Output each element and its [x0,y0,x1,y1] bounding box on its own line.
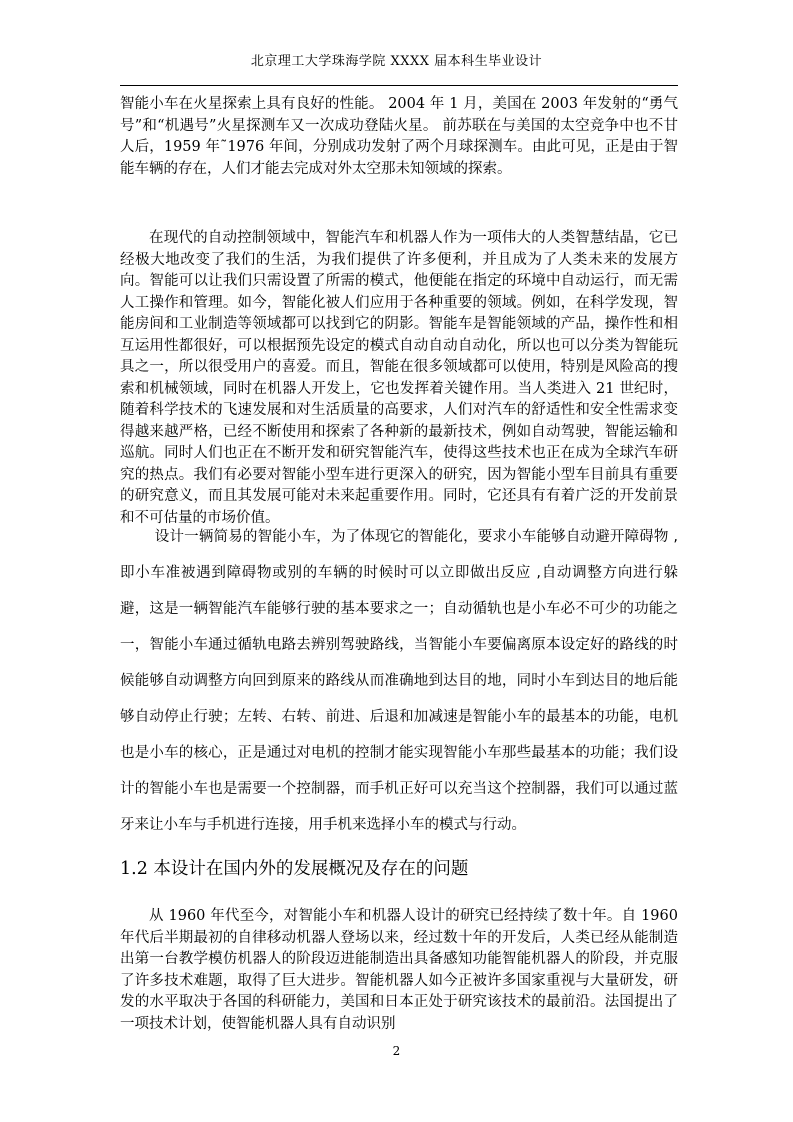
page-header: 北京理工大学珠海学院 XXXX 届本科生毕业设计 [250,54,543,69]
page-number: 2 [392,1044,401,1058]
paragraph-design-requirements-part-1: 设计一辆简易的智能小车，为了体现它的智能化，要求小车能够 [154,529,566,545]
section-heading: 1.2 本设计在国内外的发展概况及存在的问题 [120,859,469,879]
paragraph-research-history: 从 1960 年代至今，对智能小车和机器人设计的研究已经持续了数十年。自 1960 年代后半期最初的自律移动机器人登场以来，经过数十年的开发后，人类已经从能制造出第一台教学模仿机器人的阶段迈进能制造出具备感知功能智能机器人的阶段，并克服了许多技术难题，取得了巨大进步。智能机器人如今正被许多国家重视与大量研发，研发的水平取决于各国的科研能力，美国和日本正处于研究该技术的最前沿。法国提出了一项技术计划，使智能机器人具有自动识别 [120,908,678,1032]
paragraph-automatic-control: 在现代的自动控制领域中，智能汽车和机器人作为一项伟大的人类智慧结晶，它已经极大地改变了我们的生活，为我们提供了许多便利，并且成为了人类未来的发展方向。智能可以让我们只需设置了所需的模式，他便能在指定的环境中自动运行，而无需人工操作和管理。如今，智能化被人们应用于各种重要的领域。例如，在科学发现，智能房间和工业制造等领域都可以找到它的阴影。智能车是智能领域的产品，操作性和相互运用性都很好，可以根据预先设定的模式自动自动自动化，所以也可以分类为智能玩具之一，所以很受用户的喜爱。而且，智能在很多领域都可以使用，特别是风险高的搜索和机械领域，同时在机器人开发上，它也发挥着关键作用。当人类进入 21 世纪时，随着科学技术的飞速发展和对生活质量的高要求，人们对汽车的舒适性和安全性需求变得越来越严格，已经不断使用和探索了各种新的最新技术，例如自动驾驶，智能运输和巡航。同时人们也正在不断开发和研究智能汽车，使得这些技术也正在成为全球汽车研究的热点。我们有必要对智能小型车进行更深入的研究，因为智能小型车目前具有重要的研究意义，而且其发展可能对未来起重要作用。同时，它还具有有着广泛的开发前景和不可估量的市场价值。 [120,230,678,526]
paragraph-design-requirements-part-2: 自动避开障碍物 ,即小车准被遇到障碍物或别的车辆的时候时可以立即做出反应 ,自动调 [120,529,679,581]
paragraph-design-requirements-part-3: 整方向进行躲避，这是一辆智能汽车能够行驶的基本要求之一；自动循轨也是小车必不可少的功能之一，智能小车通过循轨电路去辨别驾驶路线，当智能小车要偏离原本设定好的路线的时候能够自动调整方向回到原来的路线从而准确地到达目的地，同时小车到达目的地后能够自动停止行驶；左转、右转、前进、后退和加减速是智能小车的最基本的功能，电机也是小车的核心，正是通过对电机的控制才能实现智能小车那些最基本的功能；我们设计的智能小车也是需要一个控制器，而手机正好可以充当这个控制器，我们可以通过蓝牙来让小车与手机进行连接，用手机来选择小车的模式与行动。 [120,565,679,833]
header-divider [120,85,678,86]
paragraph-design-requirements [120,519,678,843]
paragraph-mars-exploration: 智能小车在火星探索上具有良好的性能。 2004 年 1 月，美国在 2003 年发射的“勇气号”和“机遇号”火星探测车又一次成功登陆火星。 前苏联在与美国的太空竞争中也不甘人后，1959 年˜1976 年间，分别成功发射了两个月球探测车。由此可见，正是由于智能车辆的存在，人们才能去完成对外太空那未知领域的探索。 [120,96,678,177]
